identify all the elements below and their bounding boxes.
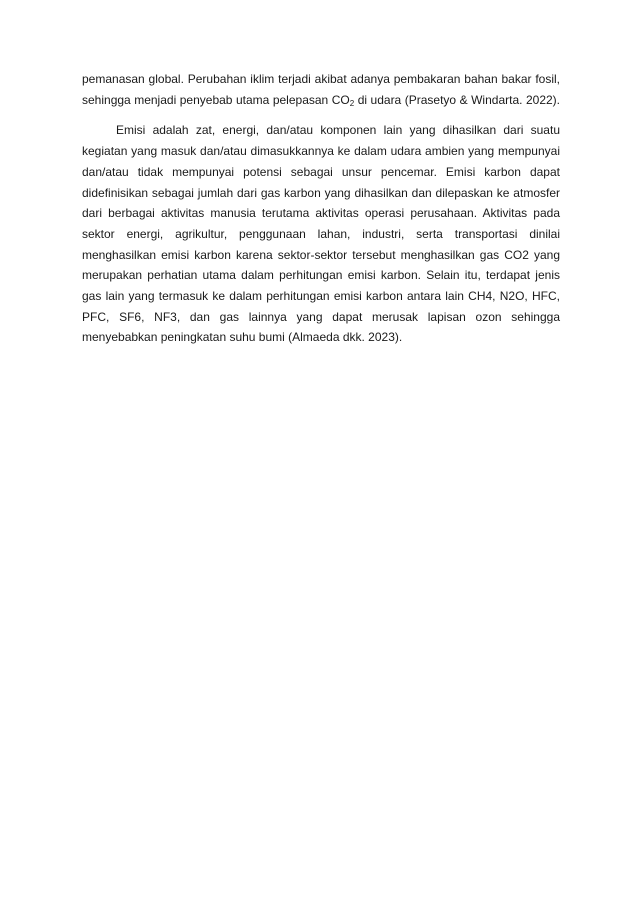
- paragraph-1-line-2: [82, 93, 560, 107]
- paragraph-emisi: Emisi adalah zat, energi, dan/atau komponen lain yang dihasilkan dari suatu kegiatan yang masuk dan/atau dimasukkannya ke dalam udara ambien yang mempunyai dan/atau tidak mempunyai potensi sebagai unsur pencemar. Emisi karbon dapat didefinisikan sebagai jumlah dari gas karbon yang dihasilkan dan dilepaskan ke atmosfer dari berbagai aktivitas manusia terutama aktivitas operasi perusahaan. Aktivitas pada sektor energi, agrikultur, penggunaan lahan, industri, serta transportasi dinilai menghasilkan emisi karbon karena sektor-sektor tersebut menghasilkan gas CO2 yang merupakan perhatian utama dalam perhitungan emisi karbon. Selain itu, terdapat jenis gas lain yang termasuk ke dalam perhitungan emisi karbon antara lain CH4, N2O, HFC, PFC, SF6, NF3, dan gas lainnya yang dapat merusak lapisan ozon sehingga menyebabkan peningkatan suhu bumi (Almaeda dkk. 2023).: [82, 123, 560, 345]
- paragraph-1-line-2-after: di udara (Prasetyo & Windarta. 2022).: [354, 92, 560, 107]
- paragraph-1-line-2-before: sehingga menjadi penyebab utama pelepasan CO: [82, 92, 350, 107]
- paragraph-1-line-1: pemanasan global. Perubahan iklim terjadi akibat adanya pembakaran bahan bakar fosil,: [82, 72, 560, 86]
- body-text: [82, 69, 560, 348]
- paragraph-continuation: [82, 69, 560, 110]
- co2-subscript: 2: [349, 98, 355, 108]
